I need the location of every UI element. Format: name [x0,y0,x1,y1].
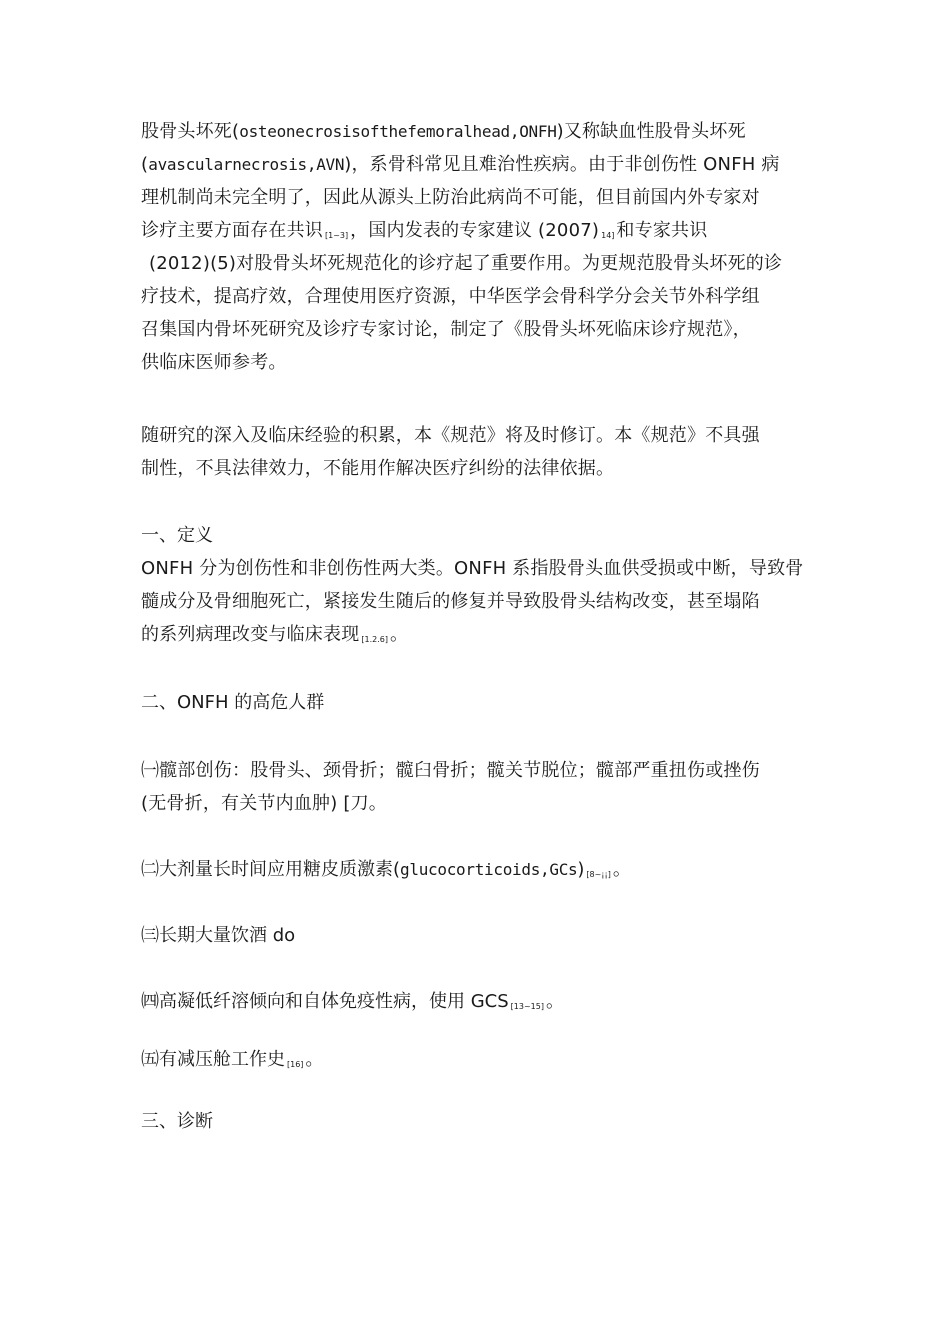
section-heading-diagnosis: 三、诊断 [141,1111,213,1132]
text-line: ONFH 分为创伤性和非创伤性两大类。ONFH 系指股骨头血供受损或中断，导致骨 [141,558,804,579]
risk-item-4 [141,985,564,1023]
text-line: 疗技术，提高疗效，合理使用医疗资源，中华医学会骨科学分会关节外科学组 [141,286,760,307]
definition-paragraph [141,552,821,651]
text-line: 供临床医师参考。 [141,352,287,373]
citation: [8~¡¡] [586,870,611,879]
text-span: 。 [390,624,409,645]
citation: [16] [287,1060,304,1069]
revision-paragraph [141,419,821,485]
text-span: ㈤有减压舱工作史 [141,1049,285,1070]
text-span: avascularnecrosis,AVN [148,155,345,174]
citation: 14] [601,231,615,240]
risk-item-5 [141,1043,323,1081]
text-span: )，系骨科常见且难治性疾病。由于非创伤性 ONFH 病 [344,154,780,175]
intro-paragraph [141,115,821,379]
text-span: 和专家共识 [616,220,708,241]
citation: [13~15] [510,1002,544,1011]
text-span: glucocorticoids,GCs [400,860,578,879]
text-line [141,148,821,181]
text-span: ㈡大剂量长时间应用糖皮质激素( [141,859,401,880]
text-span: osteonecrosisofthefemoralhead,ONFH [239,122,557,141]
text-line: ㈠髋部创伤：股骨头、颈骨折；髋臼骨折；髋关节脱位；髋部严重扭伤或挫伤 [141,760,760,781]
risk-item-3: ㈢长期大量饮酒 do [141,925,296,946]
section-heading-definition: 一、定义 [141,525,213,546]
text-line: 理机制尚未完全明了，因此从源头上防治此病尚不可能，但目前国内外专家对 [141,187,760,208]
risk-item-1 [141,754,821,820]
text-line: 随研究的深入及临床经验的积累，本《规范》将及时修订。本《规范》不具强 [141,425,760,446]
text-span: 的系列病理改变与临床表现 [141,624,360,645]
text-span: 诊疗主要方面存在共识 [141,220,323,241]
text-line: 召集国内骨坏死研究及诊疗专家讨论，制定了《股骨头坏死临床诊疗规范》， [141,319,751,340]
text-span: 。 [612,859,631,880]
section-heading-high-risk: 二、ONFH 的高危人群 [141,692,325,713]
text-line [141,247,821,280]
text-line [141,214,821,247]
text-span: 。 [545,991,564,1012]
text-line: 髓成分及骨细胞死亡，紧接发生随后的修复并导致股骨头结构改变，甚至塌陷 [141,591,760,612]
citation: [1~3] [325,231,349,240]
text-span: ，国内发表的专家建议 (2007) [350,220,600,241]
text-line: (无骨折，有关节内血肿) [刀。 [141,793,387,814]
text-span: ( [141,154,149,175]
text-line: 制性，不具法律效力，不能用作解决医疗纠纷的法律依据。 [141,458,615,479]
text-span: (5) [210,253,237,274]
text-span: 股骨头坏死( [141,121,240,142]
text-line [141,618,821,651]
text-span: )又称缺血性股骨头坏死 [556,121,746,142]
text-span: 对股骨头坏死规范化的诊疗起了重要作用。为更规范股骨头坏死的诊 [236,253,783,274]
text-span: ㈣高凝低纤溶倾向和自体免疫性病，使用 GCS [141,991,509,1012]
text-span: (2012) [149,253,211,274]
text-line [141,115,821,148]
text-span: 。 [305,1049,324,1070]
citation: [1.2.6] [361,635,389,644]
risk-item-2 [141,853,631,891]
text-span: ) [577,859,585,880]
